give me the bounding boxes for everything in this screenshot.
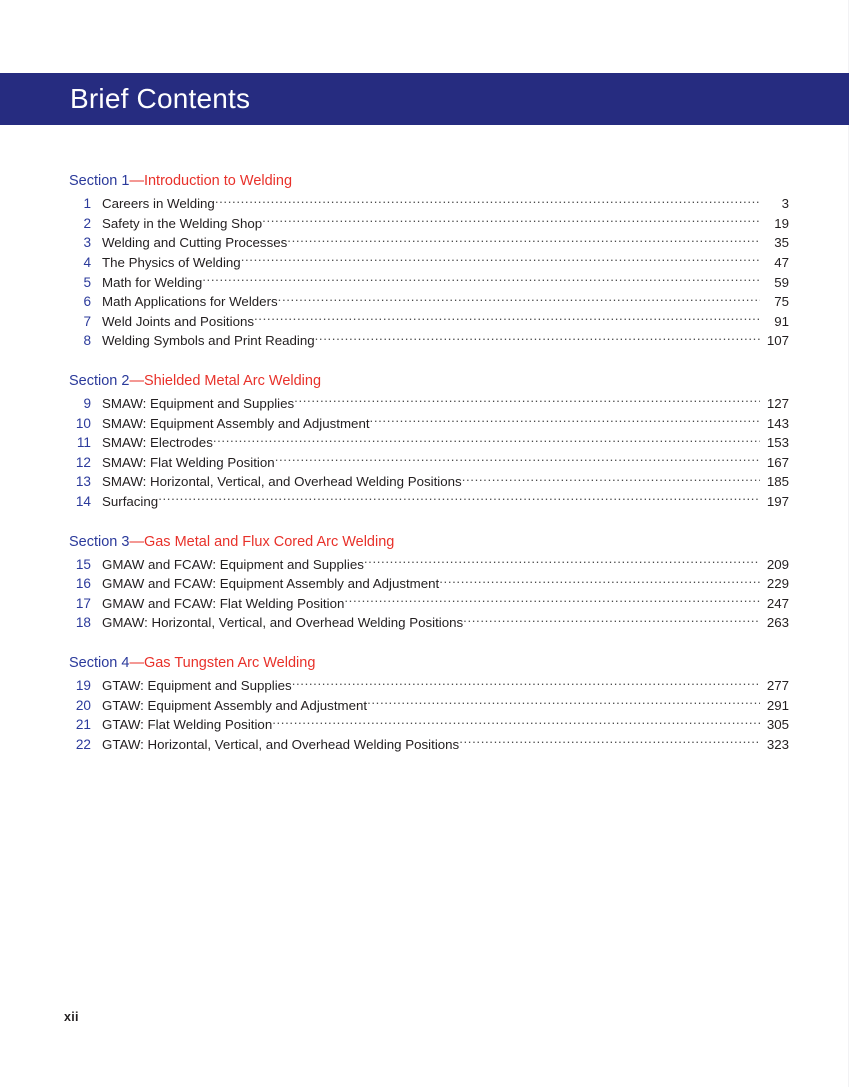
chapter-title: Careers in Welding xyxy=(102,196,215,212)
section-heading xyxy=(69,372,789,390)
toc-section xyxy=(69,372,789,512)
dot-leader xyxy=(364,555,760,568)
section-label: Section 2 xyxy=(69,372,130,389)
table-of-contents xyxy=(69,172,789,755)
toc-entry[interactable] xyxy=(69,715,789,735)
dot-leader xyxy=(462,473,760,486)
dot-leader xyxy=(292,677,760,690)
chapter-number: 7 xyxy=(83,313,91,329)
chapter-title: Safety in the Welding Shop xyxy=(102,215,263,231)
chapter-number: 8 xyxy=(83,333,91,349)
toc-entry[interactable] xyxy=(69,472,789,492)
chapter-page-number: 143 xyxy=(766,415,789,431)
chapter-title: GTAW: Equipment and Supplies xyxy=(102,678,292,694)
section-title-text: Shielded Metal Arc Welding xyxy=(143,372,322,389)
chapter-page-number: 19 xyxy=(774,215,789,231)
chapter-title: GTAW: Horizontal, Vertical, and Overhead Welding Positions xyxy=(102,736,460,752)
chapter-number: 19 xyxy=(75,678,91,694)
dot-leader xyxy=(459,736,760,749)
chapter-number: 18 xyxy=(75,615,91,631)
section-name xyxy=(129,534,394,550)
chapter-page-number: 291 xyxy=(766,697,789,713)
dot-leader xyxy=(215,195,760,208)
section-title-text: Introduction to Welding xyxy=(143,173,293,189)
dot-leader xyxy=(272,716,760,729)
toc-entry[interactable] xyxy=(69,696,789,716)
section-title-text: Gas Metal and Flux Cored Arc Welding xyxy=(143,533,395,550)
chapter-page-number: 153 xyxy=(766,435,789,451)
toc-entry[interactable] xyxy=(69,676,789,696)
chapter-number: 10 xyxy=(75,415,91,431)
chapter-number: 15 xyxy=(75,556,91,572)
chapter-page-number: 197 xyxy=(766,493,789,509)
chapter-title: Weld Joints and Positions xyxy=(102,313,255,329)
chapter-title: Welding Symbols and Print Reading xyxy=(102,333,315,349)
toc-entry[interactable] xyxy=(69,453,789,473)
chapter-title: SMAW: Flat Welding Position xyxy=(102,454,275,470)
dot-leader xyxy=(367,696,760,709)
dot-leader xyxy=(370,414,760,427)
chapter-number: 6 xyxy=(83,294,91,310)
dot-leader xyxy=(241,254,760,267)
section-dash: — xyxy=(129,533,144,550)
chapter-number: 20 xyxy=(75,697,91,713)
toc-entry[interactable] xyxy=(69,331,789,351)
section-heading xyxy=(69,654,789,672)
chapter-title: GTAW: Equipment Assembly and Adjustment xyxy=(102,697,368,713)
chapter-page-number: 107 xyxy=(766,333,789,349)
toc-entry[interactable] xyxy=(69,433,789,453)
chapter-number: 13 xyxy=(75,474,91,490)
chapter-title: Math for Welding xyxy=(102,274,203,290)
dot-leader xyxy=(439,575,760,588)
section-dash: — xyxy=(129,173,144,189)
section-heading xyxy=(69,533,789,551)
chapter-number: 17 xyxy=(75,595,91,611)
dot-leader xyxy=(294,395,760,408)
chapter-number: 9 xyxy=(83,396,91,411)
dot-leader xyxy=(158,493,760,506)
toc-entry[interactable] xyxy=(69,253,789,273)
section-name xyxy=(129,373,321,389)
chapter-number: 5 xyxy=(83,274,91,290)
chapter-page-number: 263 xyxy=(766,615,789,631)
toc-entry[interactable] xyxy=(69,555,789,575)
toc-section xyxy=(69,533,789,634)
section-dash: — xyxy=(129,372,144,389)
chapter-number: 14 xyxy=(75,493,91,509)
chapter-number: 11 xyxy=(76,435,91,451)
chapter-title: Welding and Cutting Processes xyxy=(102,235,288,251)
dot-leader xyxy=(287,234,760,247)
chapter-title: GMAW and FCAW: Flat Welding Position xyxy=(102,595,345,611)
chapter-page-number: 185 xyxy=(766,474,789,490)
chapter-number: 22 xyxy=(75,736,91,752)
section-label: Section 3 xyxy=(69,533,130,550)
toc-entry[interactable] xyxy=(69,312,789,332)
toc-entry[interactable] xyxy=(69,735,789,755)
section-heading xyxy=(69,172,789,190)
toc-entry[interactable] xyxy=(69,394,789,414)
toc-entry[interactable] xyxy=(69,594,789,614)
chapter-page-number: 75 xyxy=(774,294,789,310)
chapter-page-number: 323 xyxy=(766,736,789,752)
chapter-page-number: 91 xyxy=(774,313,789,329)
chapter-title: The Physics of Welding xyxy=(102,254,241,270)
chapter-title: Math Applications for Welders xyxy=(102,294,278,310)
chapter-page-number: 247 xyxy=(766,595,789,611)
toc-entry[interactable] xyxy=(69,574,789,594)
chapter-title: GTAW: Flat Welding Position xyxy=(102,717,273,733)
section-dash: — xyxy=(129,655,144,672)
page-folio: xii xyxy=(64,1010,79,1024)
chapter-page-number: 305 xyxy=(766,717,789,733)
toc-entry[interactable] xyxy=(69,292,789,312)
chapter-page-number: 277 xyxy=(766,678,789,694)
chapter-number: 2 xyxy=(83,215,91,231)
chapter-title: GMAW and FCAW: Equipment Assembly and Adjustment xyxy=(102,576,440,592)
toc-entry[interactable] xyxy=(69,492,789,512)
dot-leader xyxy=(275,453,760,466)
chapter-page-number: 229 xyxy=(766,576,789,592)
chapter-title: SMAW: Equipment Assembly and Adjustment xyxy=(102,415,370,431)
toc-entry[interactable] xyxy=(69,194,789,214)
dot-leader xyxy=(344,595,760,608)
chapter-page-number: 47 xyxy=(774,254,789,270)
toc-entry[interactable] xyxy=(69,273,789,293)
section-title-text: Gas Tungsten Arc Welding xyxy=(143,655,316,672)
chapter-number: 16 xyxy=(75,576,91,592)
chapter-title: SMAW: Electrodes xyxy=(102,435,213,451)
page-header-banner xyxy=(0,73,849,125)
chapter-page-number: 209 xyxy=(766,556,789,572)
page-title: Brief Contents xyxy=(70,83,251,114)
chapter-number: 12 xyxy=(75,454,91,470)
toc-section xyxy=(69,654,789,755)
chapter-title: Surfacing xyxy=(102,493,159,509)
chapter-page-number: 35 xyxy=(774,235,789,251)
chapter-title: SMAW: Horizontal, Vertical, and Overhead Welding Positions xyxy=(102,474,462,490)
chapter-title: GMAW: Horizontal, Vertical, and Overhead Welding Positions xyxy=(102,615,464,631)
dot-leader xyxy=(262,214,760,227)
toc-entry[interactable] xyxy=(69,414,789,434)
dot-leader xyxy=(278,293,760,306)
chapter-number: 3 xyxy=(83,235,91,251)
toc-entry[interactable] xyxy=(69,613,789,633)
chapter-page-number: 59 xyxy=(774,274,789,290)
section-name xyxy=(129,655,315,671)
toc-entry[interactable] xyxy=(69,233,789,253)
dot-leader xyxy=(254,312,760,325)
chapter-number: 4 xyxy=(83,254,91,270)
dot-leader xyxy=(213,434,760,447)
chapter-number: 21 xyxy=(75,717,91,733)
section-label: Section 1 xyxy=(69,173,130,189)
chapter-page-number: 127 xyxy=(766,396,789,411)
section-label: Section 4 xyxy=(69,655,130,672)
chapter-title: GMAW and FCAW: Equipment and Supplies xyxy=(102,556,364,572)
toc-section xyxy=(69,172,789,351)
toc-entry[interactable] xyxy=(69,214,789,234)
section-name xyxy=(129,173,292,189)
chapter-title: SMAW: Equipment and Supplies xyxy=(102,396,295,411)
dot-leader xyxy=(202,273,760,286)
dot-leader xyxy=(463,614,760,627)
chapter-number: 1 xyxy=(83,196,91,212)
dot-leader xyxy=(315,332,760,345)
chapter-page-number: 167 xyxy=(766,454,789,470)
chapter-page-number: 3 xyxy=(781,196,789,212)
